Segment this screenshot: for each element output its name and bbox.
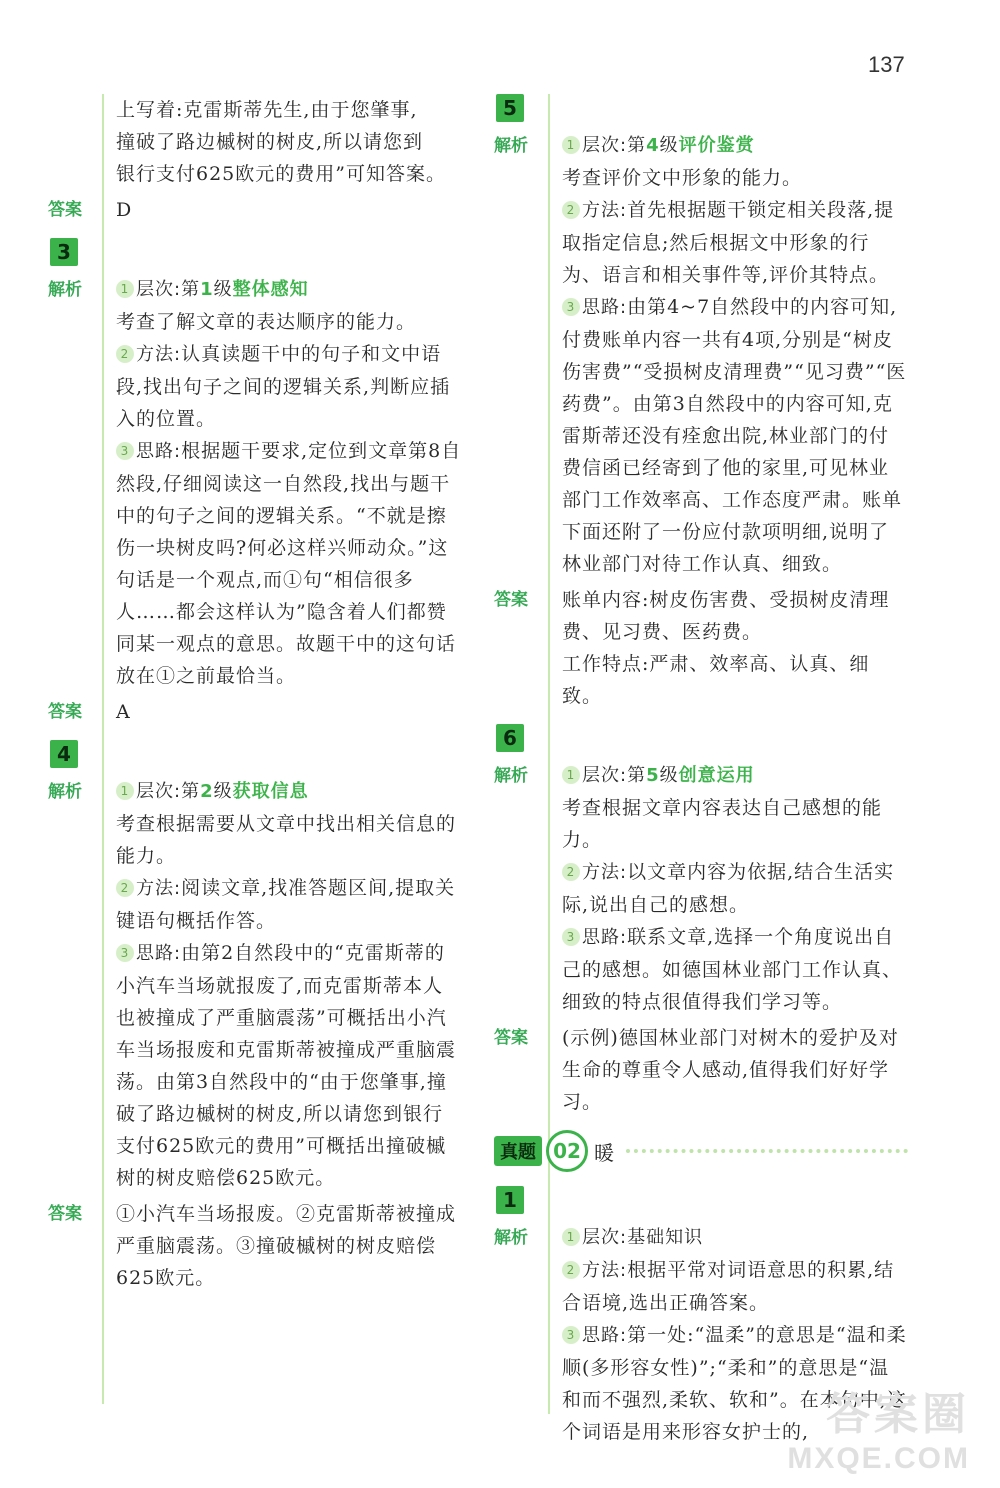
step-1-icon: 1	[562, 136, 580, 154]
analysis-label: 解析	[494, 1228, 528, 1248]
step-1-icon: 1	[562, 1228, 580, 1246]
intro-line: 银行支付625欧元的费用”可知答案。	[116, 163, 446, 185]
section-number-badge: 02	[546, 1130, 588, 1172]
question-number-1: 1	[496, 1186, 524, 1214]
q4-answer-row	[42, 1198, 462, 1294]
watermark-url: MXQE.COM	[787, 1442, 970, 1475]
step-1-icon: 1	[116, 782, 134, 800]
answer-label: 答案	[494, 1028, 528, 1048]
page-number: 137	[868, 52, 905, 77]
analysis-label: 解析	[48, 782, 82, 802]
dotted-divider	[626, 1149, 908, 1153]
q6-level-desc: 考查根据文章内容表达自己感想的能力。	[562, 797, 883, 851]
step-1-icon: 1	[562, 766, 580, 784]
q1-thinking: 3 思路:第一处:“温柔”的意思是“温和柔顺(多形容女性)”;“柔和”的意思是“温和而不强烈,柔软、软和”。在本句中,这个词语是用来形容女护士的,	[562, 1324, 907, 1443]
q5-method: 2 方法:首先根据题干锁定相关段落,提取指定信息;然后根据文中形象的行为、语言和相关事件等,评价其特点。	[562, 199, 895, 286]
q3-level: 1 层次:第1级整体感知	[116, 274, 462, 306]
section-tag: 真题	[494, 1136, 542, 1166]
step-3-icon: 3	[562, 928, 580, 946]
analysis-label: 解析	[48, 280, 82, 300]
analysis-label: 解析	[494, 136, 528, 156]
q4-thinking: 3 思路:由第2自然段中的“克雷斯蒂的小汽车当场就报废了,而克雷斯蒂本人也被撞成了严重脑震荡”可概括出小汽车当场报废和克雷斯蒂被撞成严重脑震荡。由第3自然段中的“由于您肇事,撞破了路边槭树的树皮,所以请您到银行支付625欧元的费用”可概括出撞破槭树的树皮赔偿625欧元。	[116, 942, 457, 1189]
analysis-label: 解析	[494, 766, 528, 786]
q6-answer-row	[488, 1022, 908, 1118]
answer-label: 答案	[48, 702, 82, 722]
intro-line: 上写着:克雷斯蒂先生,由于您肇事,	[116, 99, 418, 121]
question-number-6: 6	[496, 724, 524, 752]
watermark-text: 答案圈	[826, 1390, 970, 1439]
step-2-icon: 2	[116, 879, 134, 897]
intro-block	[42, 94, 462, 190]
q6-analysis	[488, 760, 908, 1018]
q3-level-desc: 考查了解文章的表达顺序的能力。	[116, 311, 417, 333]
q5-level: 1 层次:第4级评价鉴赏	[562, 130, 908, 162]
step-2-icon: 2	[562, 1261, 580, 1279]
step-3-icon: 3	[116, 944, 134, 962]
q3-thinking: 3 思路:根据题干要求,定位到文章第8自然段,仔细阅读这一自然段,找出与题干中的句子之间的逻辑关系。“不就是擦伤一块树皮吗?何必这样兴师动众。”这句话是一个观点,而①句“相信很多人……都会这样认为”隐含着人们都赞同某一观点的意思。故题干中的这句话放在①之前最恰当。	[116, 440, 462, 687]
answer-label: 答案	[48, 200, 82, 220]
q1-level: 1 层次:基础知识	[562, 1222, 908, 1254]
q5-answer-line: 工作特点:严肃、效率高、认真、细致。	[562, 653, 870, 707]
q3-analysis	[42, 274, 462, 692]
q5-thinking: 3 思路:由第4~7自然段中的内容可知,付费账单内容一共有4项,分别是“树皮伤害费”“受损树皮清理费”“见习费”“医药费”。由第3自然段中的内容可知,克雷斯蒂还没有痊愈出院,林业部门的付费信函已经寄到了他的家里,可见林业部门工作效率高、工作态度严肃。账单下面还附了一份应付款项明细,说明了林业部门对待工作认真、细致。	[562, 296, 907, 575]
left-column	[42, 94, 462, 1298]
q5-level-desc: 考查评价文中形象的能力。	[562, 167, 803, 189]
answer-label: 答案	[494, 590, 528, 610]
question-number-4: 4	[50, 740, 78, 768]
q4-analysis	[42, 776, 462, 1194]
q3-answer: A	[116, 701, 131, 723]
q2-answer-row	[42, 194, 462, 226]
step-1-icon: 1	[116, 280, 134, 298]
q4-method: 2 方法:阅读文章,找准答题区间,提取关键语句概括作答。	[116, 877, 456, 932]
watermark-logo	[787, 1378, 970, 1476]
step-3-icon: 3	[116, 442, 134, 460]
intro-line: 撞破了路边槭树的树皮,所以请您到	[116, 131, 424, 153]
step-2-icon: 2	[562, 201, 580, 219]
q2-answer: D	[116, 199, 133, 221]
q5-answer-line: 账单内容:树皮伤害费、受损树皮清理费、见习费、医药费。	[562, 589, 890, 643]
question-number-3: 3	[50, 238, 78, 266]
right-column	[488, 94, 908, 1452]
answer-label: 答案	[48, 1204, 82, 1224]
q6-thinking: 3 思路:联系文章,选择一个角度说出自己的感想。如德国林业部门工作认真、细致的特点很值得我们学习等。	[562, 926, 903, 1013]
q4-level: 1 层次:第2级获取信息	[116, 776, 462, 808]
section-banner	[494, 1130, 908, 1172]
q3-method: 2 方法:认真读题干中的句子和文中语段,找出句子之间的逻辑关系,判断应插入的位置。	[116, 343, 451, 430]
step-3-icon: 3	[562, 298, 580, 316]
q4-answer: ①小汽车当场报废。②克雷斯蒂被撞成严重脑震荡。③撞破槭树的树皮赔偿625欧元。	[116, 1203, 457, 1289]
question-number-5: 5	[496, 94, 524, 122]
q6-method: 2 方法:以文章内容为依据,结合生活实际,说出自己的感想。	[562, 861, 895, 916]
q5-answer-row	[488, 584, 908, 712]
q1-method: 2 方法:根据平常对词语意思的积累,结合语境,选出正确答案。	[562, 1259, 895, 1314]
q6-level: 1 层次:第5级创意运用	[562, 760, 908, 792]
q4-level-desc: 考查根据需要从文章中找出相关信息的能力。	[116, 813, 457, 867]
step-3-icon: 3	[562, 1326, 580, 1344]
section-title: 暖	[594, 1140, 614, 1165]
step-2-icon: 2	[116, 345, 134, 363]
q5-analysis	[488, 130, 908, 580]
step-2-icon: 2	[562, 863, 580, 881]
q3-answer-row	[42, 696, 462, 728]
q6-answer: (示例)德国林业部门对树木的爱护及对生命的尊重令人感动,值得我们好好学习。	[562, 1027, 899, 1113]
